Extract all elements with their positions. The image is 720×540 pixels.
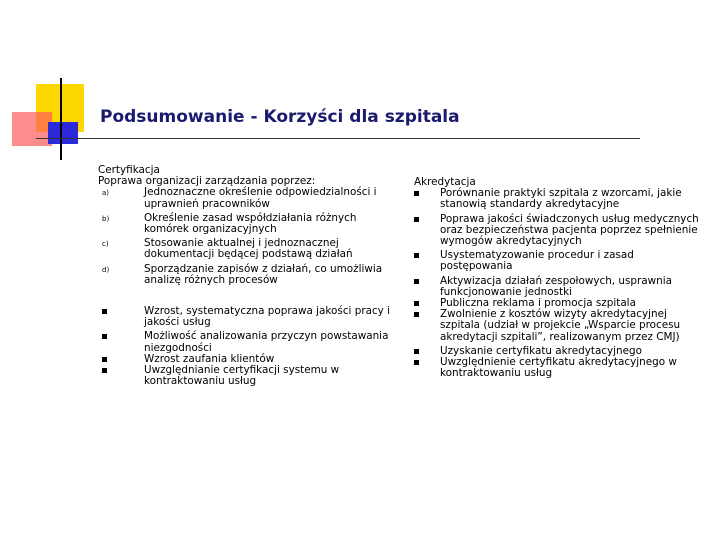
decor-vertical-line [60,78,62,160]
certification-intro: Poprawa organizacji zarządzania poprzez: [98,175,316,188]
bullet-icon [414,312,419,317]
bullet-icon [414,360,419,365]
bullet-item: Uwzględnienie certyfikatu akredytacyjnego w kontraktowaniu usług [414,357,704,379]
bullet-icon [414,301,419,306]
bullet-icon [414,217,419,222]
decor-blue-square [48,122,78,144]
lettered-item: d) Sporządzanie zapisów z działań, co umożliwia analizę różnych procesów [102,262,383,286]
bullet-item: Możliwość analizowania przyczyn powstawania niezgodności [98,331,398,353]
lettered-item: a) Jednoznaczne określenie odpowiedzialności i uprawnień pracowników [102,186,377,210]
certification-column [98,165,398,387]
bullet-icon [414,191,419,196]
bullet-item: Wzrost zaufania klientów [98,354,398,365]
accreditation-heading: Akredytacja [414,176,476,188]
bullet-icon [102,368,107,373]
bullet-item: Publiczna reklama i promocja szpitala [414,298,704,309]
bullet-icon [102,357,107,362]
lettered-item: b) Określenie zasad współdziałania różnych komórek organizacyjnych [102,211,357,236]
bullet-item: Uwzględnianie certyfikacji systemu w kontraktowaniu usług [98,365,398,387]
accreditation-column [414,177,704,379]
title-underline [36,138,640,139]
bullet-icon [102,334,107,339]
slide-title: Podsumowanie - Korzyści dla szpitala [100,107,460,127]
bullet-icon [414,279,419,284]
bullet-item: Poprawa jakości świadczonych usług medycznych oraz bezpieczeństwa pacjenta poprzez spełnienie wymogów akredytacyjnych [414,214,704,248]
bullet-item: Aktywizacja działań zespołowych, usprawnia funkcjonowanie jednostki [414,276,704,298]
bullet-icon [414,253,419,258]
bullet-item: Zwolnienie z kosztów wizyty akredytacyjnej szpitala (udział w projekcie „Wsparcie procesu akredytacji szpitali”, realizowanym przez CMJ) [414,309,704,343]
bullet-item: Porównanie praktyki szpitala z wzorcami, jakie stanowią standardy akredytacyjne [414,188,704,210]
bullet-item: Uzyskanie certyfikatu akredytacyjnego [414,346,704,357]
bullet-item: Wzrost, systematyczna poprawa jakości pracy i jakości usług [98,306,398,328]
bullet-icon [102,309,107,314]
lettered-item: c) Stosowanie aktualnej i jednoznacznej dokumentacji będącej podstawą działań [102,237,353,261]
bullet-item: Usystematyzowanie procedur i zasad postępowania [414,250,704,272]
decor-red-square [12,112,52,146]
certification-heading: Certyfikacja [98,164,160,176]
bullet-icon [414,349,419,354]
